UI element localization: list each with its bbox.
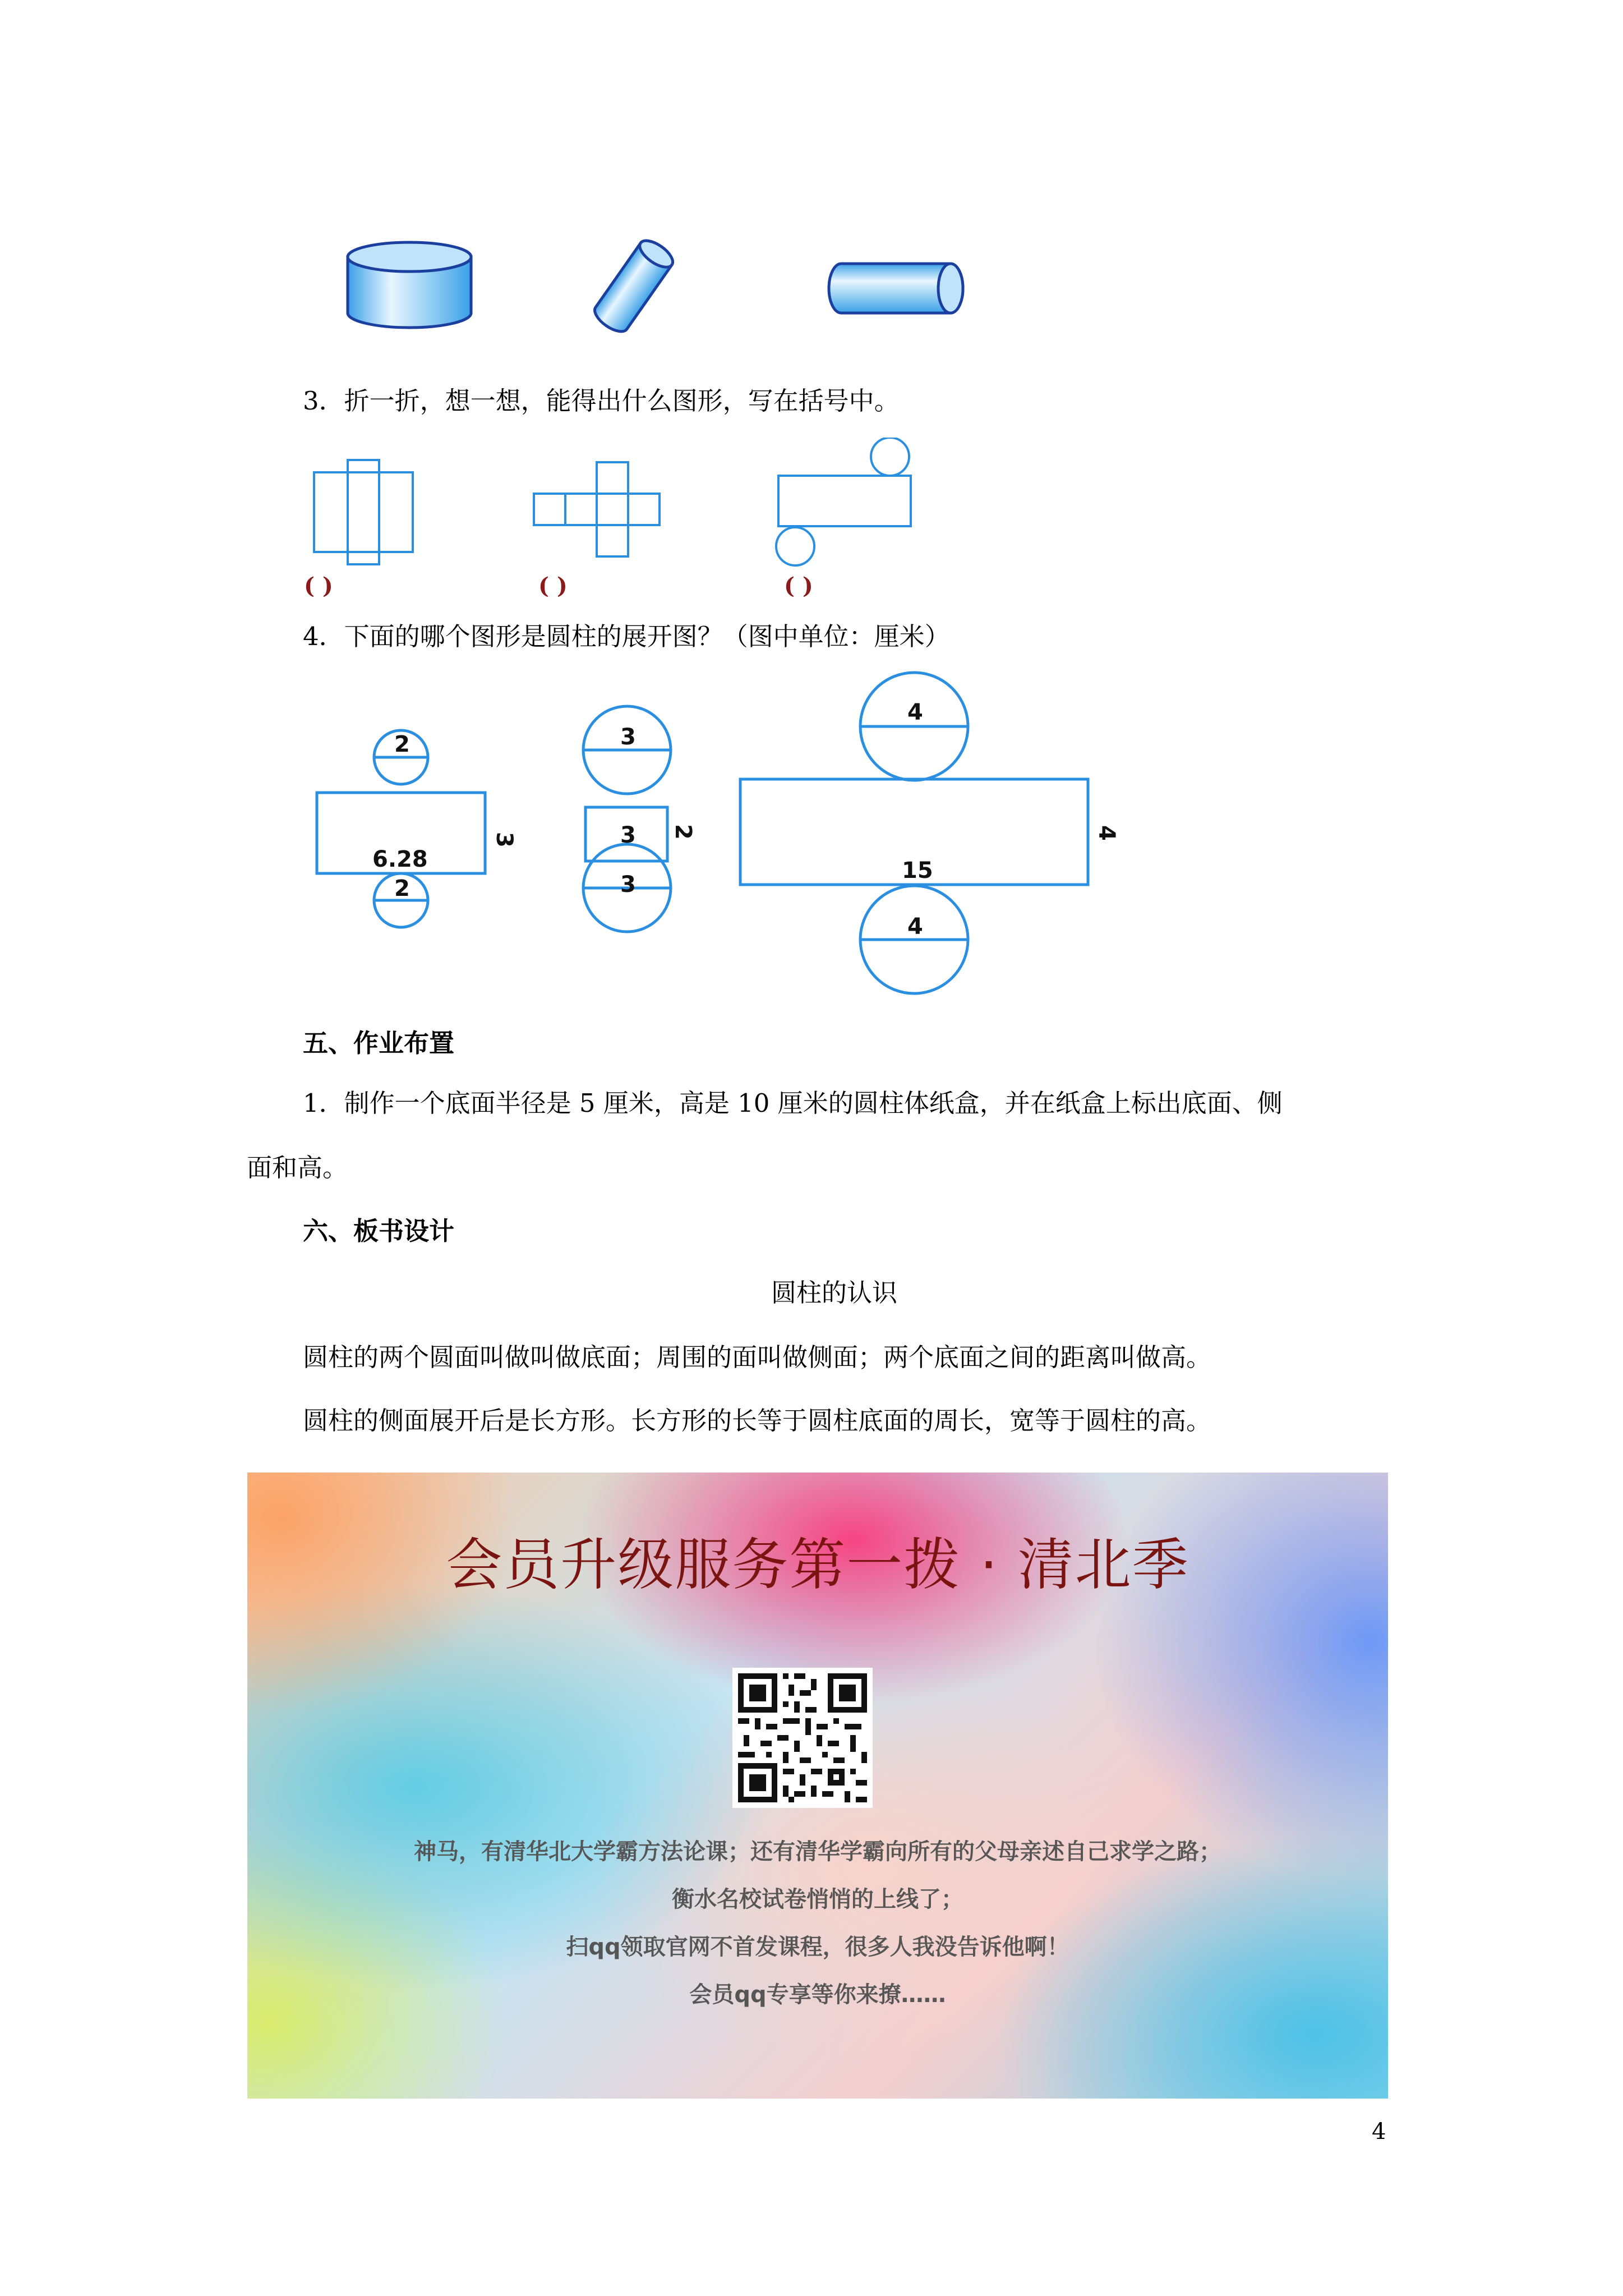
answer-paren-1[interactable]: ( ) [304, 573, 333, 599]
cylinder-net-figures [303, 670, 1155, 1007]
board-line-2: 圆柱的侧面展开后是长方形。长方形的长等于圆柱底面的周长，宽等于圆柱的高。 [303, 1406, 1212, 1435]
question-3-text: 3．折一折，想一想，能得出什么图形，写在括号中。 [303, 386, 900, 416]
net3-circle-top-label: 4 [907, 700, 923, 725]
net2-rect-side-label: 2 [670, 824, 696, 840]
cylinder-2 [591, 236, 677, 337]
banner-line-3: 扫qq领取官网不首发课程，很多人我没告诉他啊！ [566, 1934, 1069, 1960]
homework-item-1-line-2: 面和高。 [247, 1153, 348, 1182]
banner-line-4: 会员qq专享等你来撩…… [689, 1982, 946, 2008]
board-line-1: 圆柱的两个圆面叫做叫做底面；周围的面叫做侧面；两个底面之间的距离叫做高。 [303, 1342, 1212, 1372]
net2-circle-bottom-label: 3 [620, 872, 636, 898]
fold-net-b [534, 462, 660, 556]
answer-paren-2[interactable]: ( ) [538, 573, 568, 599]
cylinder-figures [336, 230, 987, 342]
board-title: 圆柱的认识 [771, 1278, 898, 1308]
net2-circle-top-label: 3 [620, 724, 636, 750]
net3-rect-height-label: 4 [1094, 825, 1119, 841]
banner-title: 会员升级服务第一拨 · 清北季 [446, 1532, 1189, 1598]
question-4-text: 4．下面的哪个图形是圆柱的展开图？（图中单位：厘米） [303, 622, 950, 651]
banner-line-1: 神马，有清华北大学霸方法论课；还有清华学霸向所有的父母亲述自己求学之路； [414, 1839, 1221, 1865]
fold-figures [303, 438, 976, 572]
net1-circle-bottom-label: 2 [394, 876, 410, 901]
cylinder-3 [829, 264, 963, 313]
homework-heading: 五、作业布置 [303, 1028, 455, 1058]
answer-paren-3[interactable]: ( ) [784, 573, 813, 599]
net1-rect-height-label: 3 [491, 832, 517, 848]
fold-net-a [314, 460, 413, 564]
page-number: 4 [1372, 2119, 1386, 2145]
promo-banner[interactable] [247, 1473, 1388, 2099]
banner-line-2: 衡水名校试卷悄悄的上线了； [672, 1887, 963, 1912]
board-heading: 六、板书设计 [303, 1216, 455, 1246]
net1-rect-length-label: 6.28 [372, 846, 428, 872]
homework-item-1-line-1: 1．制作一个底面半径是 5 厘米，高是 10 厘米的圆柱体纸盒，并在纸盒上标出底面、侧 [303, 1088, 1283, 1118]
net2-rect-label: 3 [620, 822, 636, 848]
net3-circle-bottom-label: 4 [907, 914, 923, 940]
net1-circle-top-label: 2 [394, 731, 410, 757]
qr-code-icon[interactable] [732, 1668, 873, 1808]
net3-rect-length-label: 15 [902, 858, 933, 884]
fold-net-c [776, 438, 911, 565]
cylinder-1 [348, 242, 471, 328]
